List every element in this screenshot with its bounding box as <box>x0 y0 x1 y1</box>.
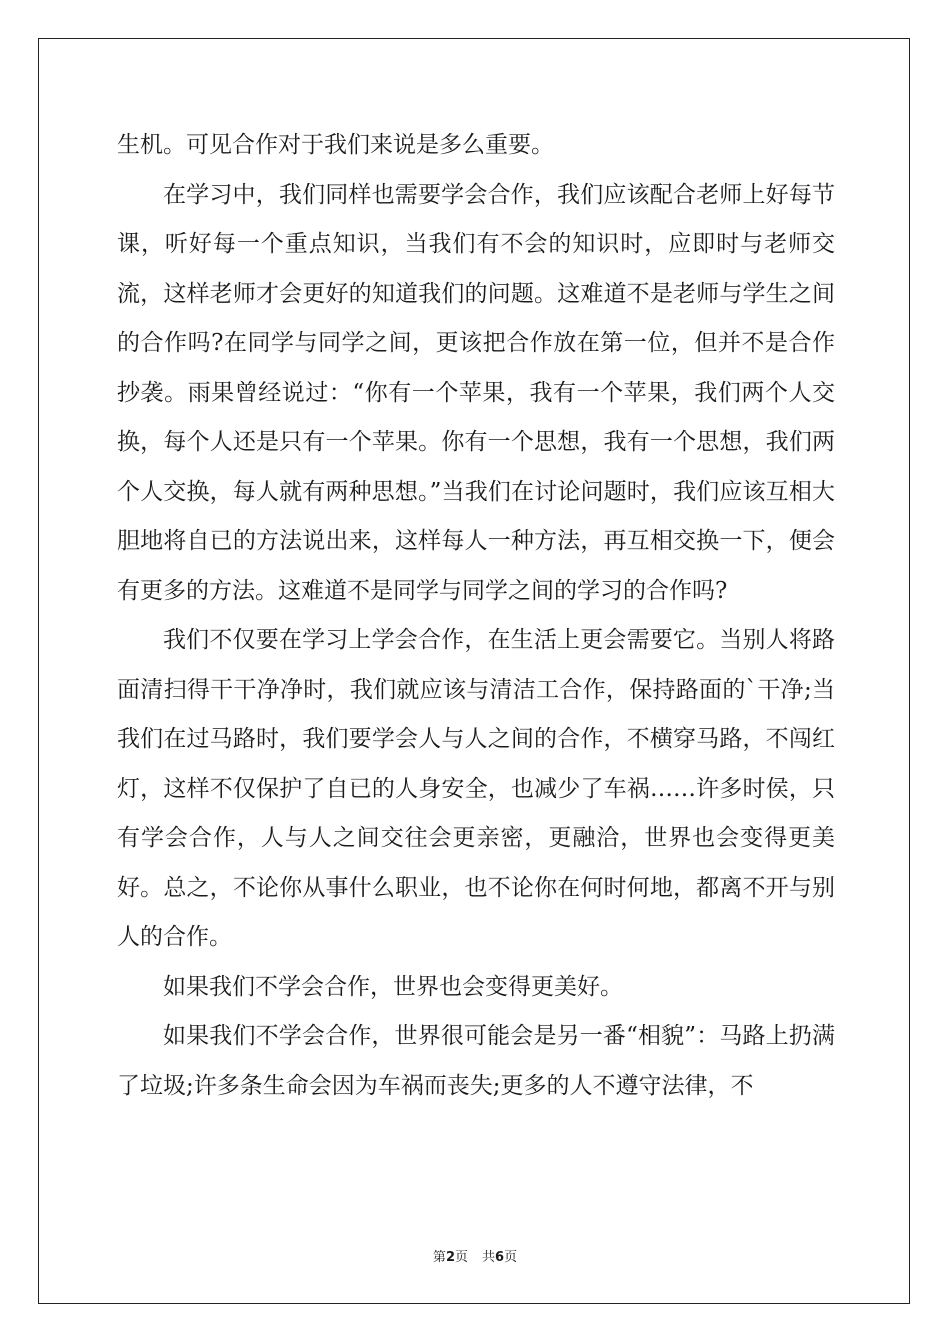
page-footer <box>0 1246 950 1265</box>
paragraph-4: 如果我们不学会合作，世界也会变得更美好。 <box>163 973 623 1000</box>
footer-page-prefix: 第 <box>432 1250 446 1265</box>
footer-total-suffix: 页 <box>504 1250 518 1265</box>
paragraph-2: 在学习中，我们同样也需要学会合作，我们应该配合老师上好每节课，听好每一个重点知识，当我们有不会的知识时，应即时与老师交流，这样老师才会更好的知道我们的问题。这难道不是老师与学生之间的合作吗?在同学与同学之间，更该把合作放在第一位，但并不是合作抄袭。雨果曾经说过：“你有一个苹果，我有一个苹果，我们两个人交换，每个人还是只有一个苹果。你有一个思想，我有一个思想，我们两个人交换，每人就有两种思想。”当我们在讨论问题时，我们应该互相大胆地将自已的方法说出来，这样每人一种方法，再互相交换一下，便会有更多的方法。这难道不是同学与同学之间的学习的合作吗? <box>117 181 835 604</box>
footer-total-number: 6 <box>495 1250 505 1265</box>
footer-page-suffix: 页 <box>454 1250 468 1265</box>
document-body <box>117 121 835 1111</box>
paragraph-1: 生机。可见合作对于我们来说是多么重要。 <box>117 132 554 158</box>
paragraph-5: 如果我们不学会合作，世界很可能会是另一番“相貌”：马路上扔满了垃圾;许多条生命会因为车祸而丧失;更多的人不遵守法律，不 <box>117 1023 835 1099</box>
footer-total-prefix: 共 <box>482 1250 496 1265</box>
footer-page-number: 2 <box>445 1250 455 1265</box>
paragraph-3: 我们不仅要在学习上学会合作，在生活上更会需要它。当别人将路面清扫得干干净净时，我们就应该与清洁工合作，保持路面的`干净;当我们在过马路时，我们要学会人与人之间的合作，不横穿马路，不闯红灯，这样不仅保护了自已的人身安全，也减少了车祸……许多时侯，只有学会合作，人与人之间交往会更亲密，更融洽，世界也会变得更美好。总之，不论你从事什么职业，也不论你在何时何地，都离不开与别人的合作。 <box>117 627 835 950</box>
